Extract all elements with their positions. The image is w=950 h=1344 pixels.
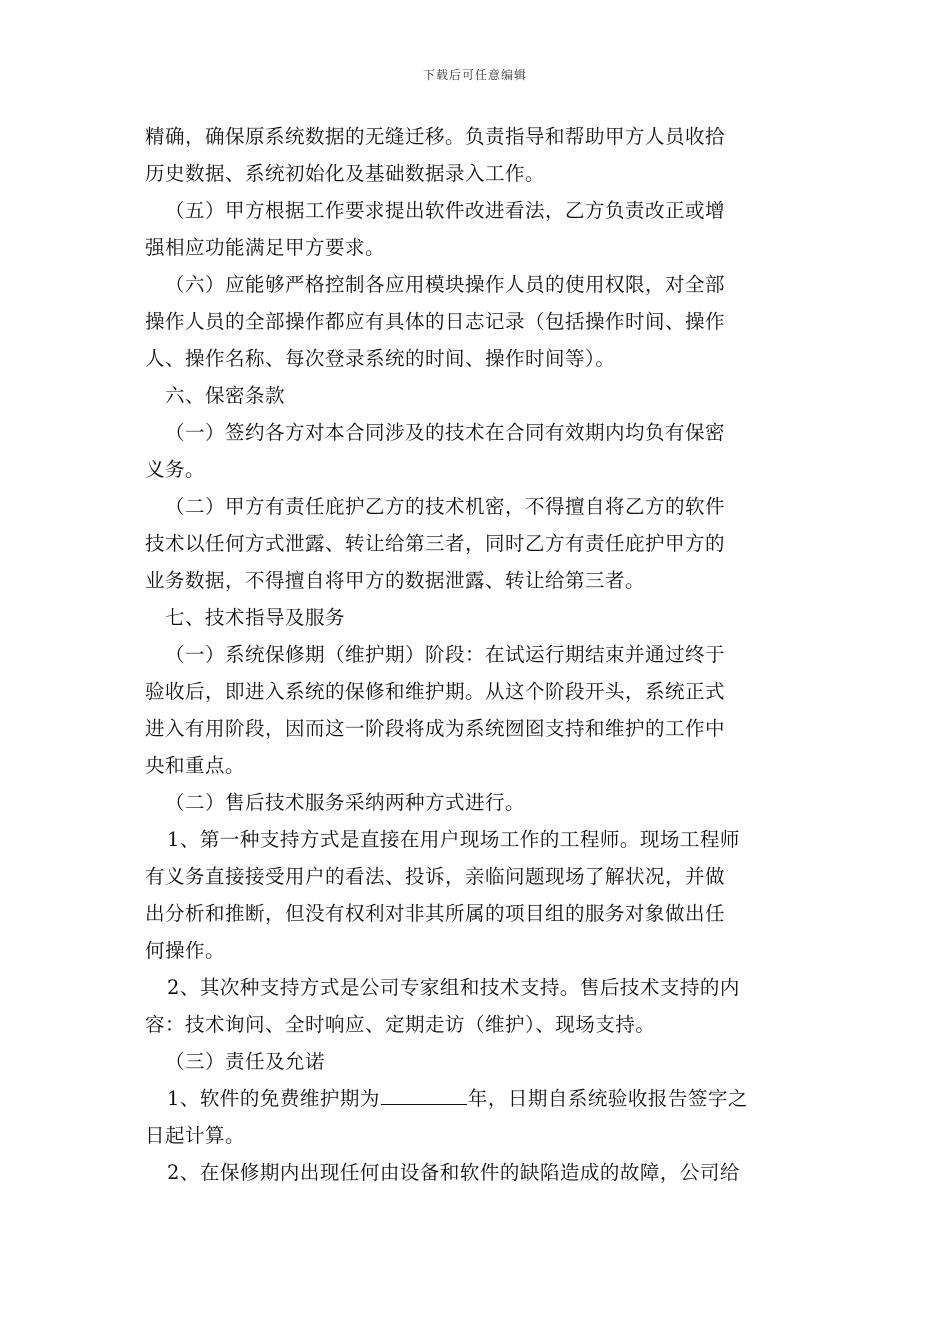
clause-one: （一）系统保修期（维护期）阶段：在试运行期结束并通过终于 (165, 643, 726, 666)
paragraph-line: 央和重点。 (145, 754, 246, 777)
warranty-text-start: 1、软件的免费维护期为 (167, 1087, 380, 1110)
paragraph-line: 何操作。 (145, 939, 226, 962)
paragraph-line: 业务数据，不得擅自将甲方的数据泄露、转让给第三者。 (145, 569, 646, 592)
paragraph-line: 历史数据、系统初始化及基础数据录入工作。 (145, 162, 546, 185)
fill-in-blank (381, 1086, 467, 1105)
clause-one: （一）签约各方对本合同涉及的技术在合同有效期内均负有保密 (165, 421, 726, 444)
clause-five: （五）甲方根据工作要求提出软件改进看法，乙方负责改正或增 (165, 199, 726, 222)
clause-two: （二）甲方有责任庇护乙方的技术机密，不得擅自将乙方的软件 (165, 495, 726, 518)
paragraph-line: 强相应功能满足甲方要求。 (145, 236, 386, 259)
clause-two: （二）售后技术服务采纳两种方式进行。 (165, 791, 526, 814)
clause-three: （三）责任及允诺 (165, 1050, 326, 1073)
item-two: 2、其次种支持方式是公司专家组和技术支持。售后技术支持的内 (167, 976, 740, 999)
document-body (145, 118, 807, 1191)
warranty-text-end: 年，日期自系统验收报告签字之 (467, 1087, 748, 1110)
paragraph-line: 人、操作名称、每次登录系统的时间、操作时间等）。 (145, 347, 616, 370)
paragraph-line: 操作人员的全部操作都应有具体的日志记录（包括操作时间、操作 (145, 310, 726, 333)
paragraph-line: 精确，确保原系统数据的无缝迁移。负责指导和帮助甲方人员收拾 (145, 125, 726, 148)
paragraph-line: 容：技术询问、全时响应、定期走访（维护）、现场支持。 (145, 1013, 656, 1036)
page-header: 下载后可任意编辑 (422, 68, 527, 82)
clause-six: （六）应能够严格控制各应用模块操作人员的使用权限，对全部 (165, 273, 726, 296)
item-one-warranty-period (145, 1080, 807, 1117)
section-heading-technical-service: 七、技术指导及服务 (165, 606, 346, 629)
item-one: 1、第一种支持方式是直接在用户现场工作的工程师。现场工程师 (167, 828, 740, 851)
paragraph-line: 出分析和推断，但没有权利对非其所属的项目组的服务对象做出任 (145, 902, 726, 925)
paragraph-line: 日起计算。 (145, 1124, 246, 1147)
section-heading-confidentiality: 六、保密条款 (165, 384, 286, 407)
paragraph-line: 验收后，即进入系统的保修和维护期。从这个阶段开头，系统正式 (145, 680, 726, 703)
paragraph-line: 义务。 (145, 458, 206, 481)
item-two: 2、在保修期内出现任何由设备和软件的缺陷造成的故障，公司给 (167, 1161, 740, 1184)
paragraph-line: 技术以任何方式泄露、转让给第三者，同时乙方有责任庇护甲方的 (145, 532, 726, 555)
paragraph-line: 进入有用阶段，因而这一阶段将成为系统囫囵支持和维护的工作中 (145, 717, 726, 740)
paragraph-line: 有义务直接接受用户的看法、投诉，亲临问题现场了解状况，并做 (145, 865, 726, 888)
